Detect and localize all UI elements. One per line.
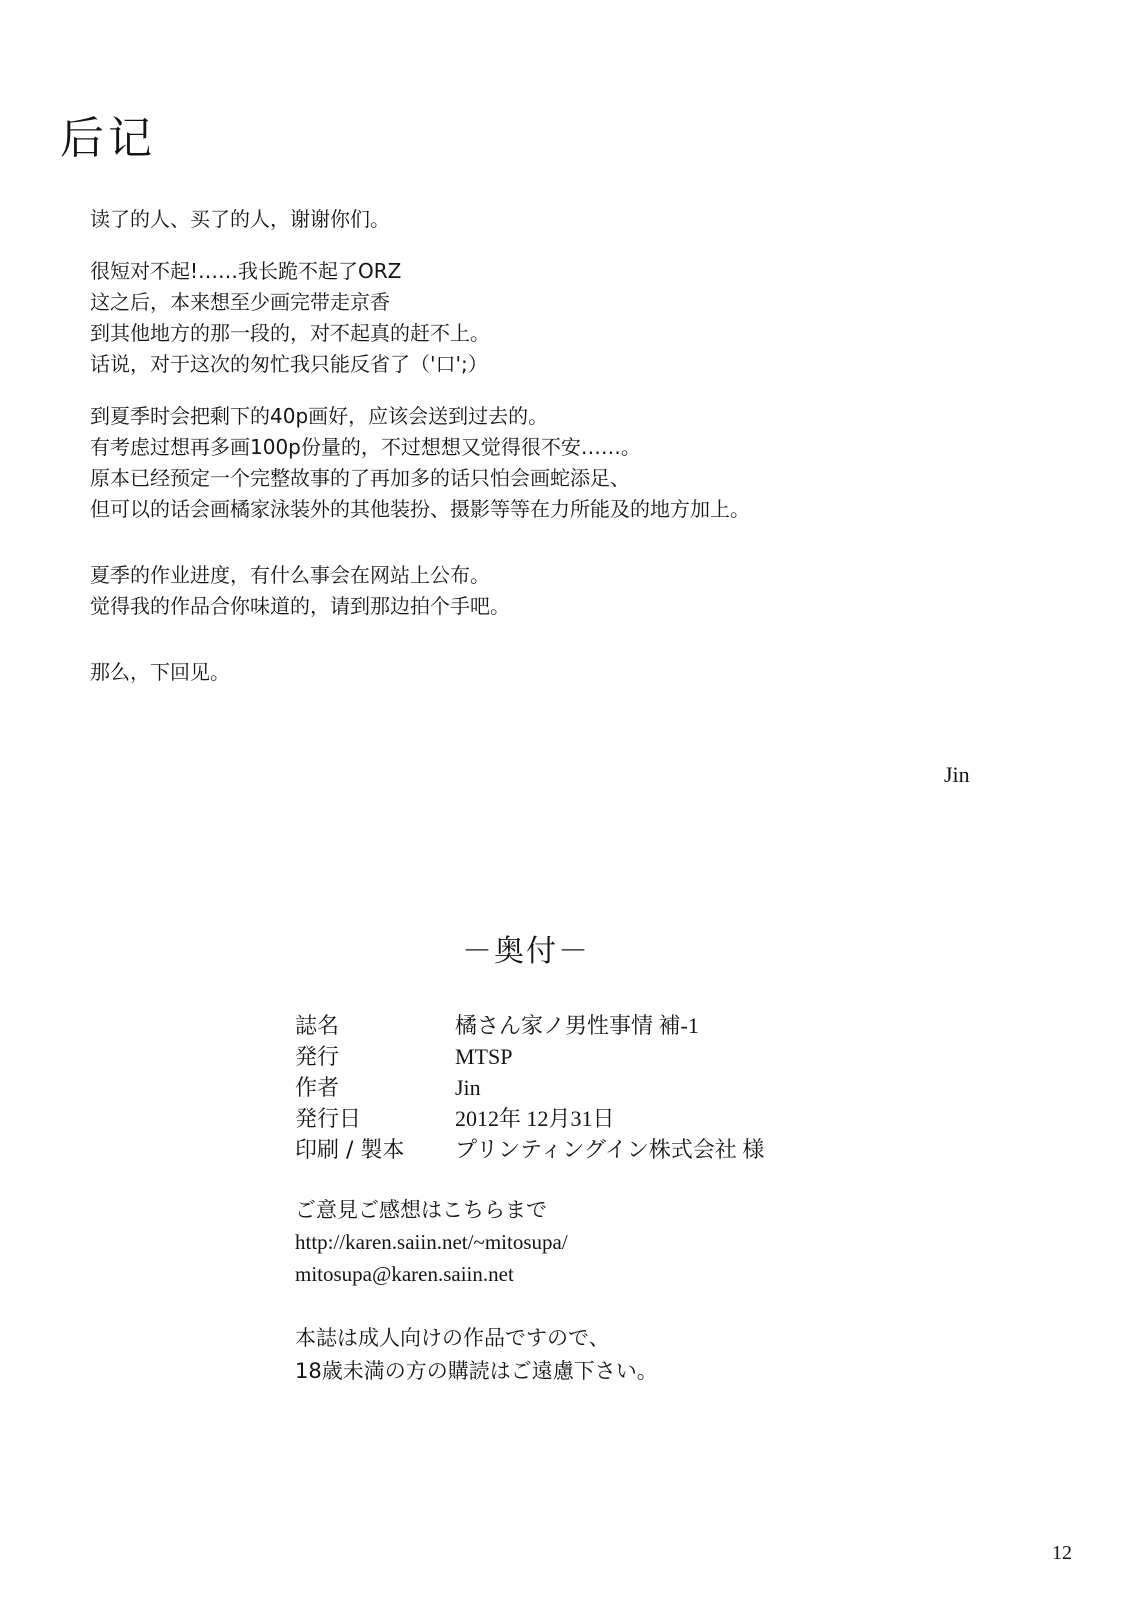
age-notice bbox=[295, 1322, 658, 1388]
colophon-label: 発行日 bbox=[295, 1107, 362, 1132]
contact-email: mitosupa@karen.saiin.net bbox=[295, 1262, 514, 1286]
contact-heading: ご意見ご感想はこちらまで bbox=[295, 1198, 547, 1222]
afterword-paragraph bbox=[90, 401, 990, 525]
colophon-heading: －奥付－ bbox=[462, 934, 590, 969]
afterword-paragraph bbox=[90, 657, 990, 688]
colophon-row-publisher bbox=[295, 1041, 764, 1072]
colophon-row-title bbox=[295, 1010, 764, 1041]
colophon-table bbox=[295, 1010, 764, 1165]
afterword-line: 话说，对于这次的匆忙我只能反省了（'口';） bbox=[90, 352, 488, 376]
afterword-line: 但可以的话会画橘家泳装外的其他装扮、摄影等等在力所能及的地方加上。 bbox=[90, 497, 750, 521]
colophon-row-author bbox=[295, 1072, 764, 1103]
colophon-row-printer bbox=[295, 1134, 764, 1165]
notice-line: 本誌は成人向けの作品ですので、 bbox=[295, 1326, 610, 1350]
afterword-line: 这之后，本来想至少画完带走京香 bbox=[90, 290, 390, 314]
colophon-value: Jin bbox=[455, 1075, 481, 1100]
page-number: 12 bbox=[1052, 1542, 1072, 1564]
colophon-label: 誌名 bbox=[295, 1014, 340, 1039]
afterword-line: 原本已经预定一个完整故事的了再加多的话只怕会画蛇添足、 bbox=[90, 466, 630, 490]
colophon-label: 作者 bbox=[295, 1076, 340, 1101]
afterword-title: 后记 bbox=[60, 113, 156, 164]
afterword-line: 有考虑过想再多画100p份量的，不过想想又觉得很不安……。 bbox=[90, 435, 641, 459]
afterword-paragraph bbox=[90, 560, 990, 622]
colophon-label: 印刷 / 製本 bbox=[295, 1138, 405, 1163]
colophon-value: 2012年 12月31日 bbox=[455, 1106, 615, 1131]
afterword-line: 到夏季时会把剩下的40p画好，应该会送到过去的。 bbox=[90, 404, 549, 428]
afterword-paragraph bbox=[90, 204, 990, 235]
colophon-label: 発行 bbox=[295, 1045, 340, 1070]
colophon-value: MTSP bbox=[455, 1044, 513, 1069]
colophon-row-date bbox=[295, 1103, 764, 1134]
afterword-body bbox=[90, 204, 990, 688]
afterword-paragraph bbox=[90, 256, 990, 380]
contact-block bbox=[295, 1194, 568, 1290]
colophon-value: プリンティングイン株式会社 様 bbox=[455, 1137, 765, 1162]
afterword-line: 夏季的作业进度，有什么事会在网站上公布。 bbox=[90, 563, 490, 587]
afterword-line: 觉得我的作品合你味道的，请到那边拍个手吧。 bbox=[90, 594, 510, 618]
afterword-line: 读了的人、买了的人，谢谢你们。 bbox=[90, 207, 390, 231]
website-url: http://karen.saiin.net/~mitosupa/ bbox=[295, 1230, 568, 1254]
author-signature: Jin bbox=[944, 762, 970, 787]
afterword-line: 很短对不起!……我长跪不起了ORZ bbox=[90, 259, 402, 283]
afterword-line: 到其他地方的那一段的，对不起真的赶不上。 bbox=[90, 321, 490, 345]
colophon-value: 橘さん家ノ男性事情 補-1 bbox=[455, 1013, 699, 1038]
notice-line: 18歳未満の方の購読はご遠慮下さい。 bbox=[295, 1359, 658, 1383]
afterword-line: 那么，下回见。 bbox=[90, 660, 230, 684]
